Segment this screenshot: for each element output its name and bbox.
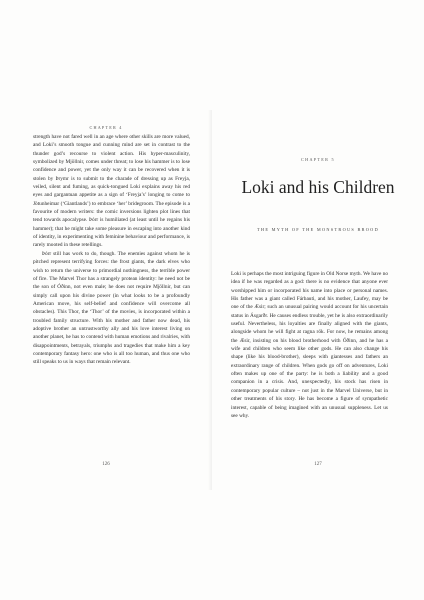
- chapter-title: Loki and his Children: [241, 177, 395, 197]
- left-page-body: [33, 133, 190, 367]
- right-page-body: [231, 270, 388, 420]
- paragraph: Þórr still has work to do, though. The enemies against whom he is pitched represent terrifying forces: the frost giants, the dark elves who wish to return the universe to primordial nothingness, the terrible power of fire. The Marvel Thor has a strangely protean identity: he need not be the son of Óðinn, not even male; he does not require Mjöllnir, but can simply call upon his divine power (in what looks to be a profoundly American move, his self-belief and confidence will overcome all obstacles). This Thor, the ‘Thor’ of the movies, is incorporated within a troubled family structure. With his mother and father now dead, his adoptive brother an untrustworthy ally and his love interest living on another planet, he has to contend with human emotions and rivalries, with disappointments, betrayals, triumphs and tragedies that make him a key contemporary fantasy hero: one who is all too human, and thus one who still speaks to us in ways that remain relevant.: [33, 250, 190, 366]
- page-number: 127: [314, 462, 322, 467]
- paragraph: Loki is perhaps the most intriguing figure in Old Norse myth. We have no idea if he was regarded as a god: there is no evidence that anyone ever worshipped him or incorporated his name into place or personal names. His father was a giant called Fárbauti, and his mother, Laufey, may be one of the Æsir; such an unusual pairing would account for his uncertain status in Ásgarðr. He causes endless trouble, yet he is also extraordinarily useful. Nevertheless, his loyalties are finally aligned with the giants, alongside whom he will fight at ragna rök. For now, he remains among the Æsir, insisting on his blood brotherhood with Óðinn, and he has a wife and children who seem like other gods. He can also change his shape (like his blood-brother), sleeps with giantesses and fathers an extraordinary range of children. When gods go off on adventures, Loki often makes up one of the party: he is both a liability and a good companion in a crisis. And, unexpectedly, his stock has risen in contemporary popular culture – not just in the Marvel Universe, but in other treatments of his story. He has become a figure of sympathetic interest, capable of being imagined with an unusual suppleness. Let us see why.: [231, 271, 388, 419]
- paragraph: strength have not fared well in an age where other skills are more valued, and Loki’s smooth tongue and cunning mind are set in contrast to the thunder god’s recourse to violent action. His hyper-masculinity, symbolized by Mjöllnir, comes under threat; to lose his hammer is to lose confidence and power, yet the only way it can be recovered when it is stolen by Þrymr is to submit to the charade of dressing up as Freyja, veiled, silent and fuming, as quick-tongued Loki explains away his red eyes and gargantuan appetite as a sign of ‘Freyja’s’ longing to come to Jötunheimar (‘Giantlands’) to embrace ‘her’ bridegroom. The episode is a favourite of modern writers: the comic inversions lighten plot lines that tend towards apocalypse. Þórr is humiliated (at least until he regains his hammer); that he might take some pleasure in escaping into another kind of identity, in experimenting with feminine behaviour and performance, is rarely mooted in these retellings.: [33, 134, 190, 249]
- chapter-label: CHAPTER 5: [301, 157, 335, 162]
- running-head: CHAPTER 4: [89, 125, 123, 130]
- page-number: 126: [102, 462, 110, 467]
- chapter-subtitle: THE MYTH OF THE MONSTROUS BROOD: [257, 227, 379, 232]
- right-page: [212, 0, 424, 600]
